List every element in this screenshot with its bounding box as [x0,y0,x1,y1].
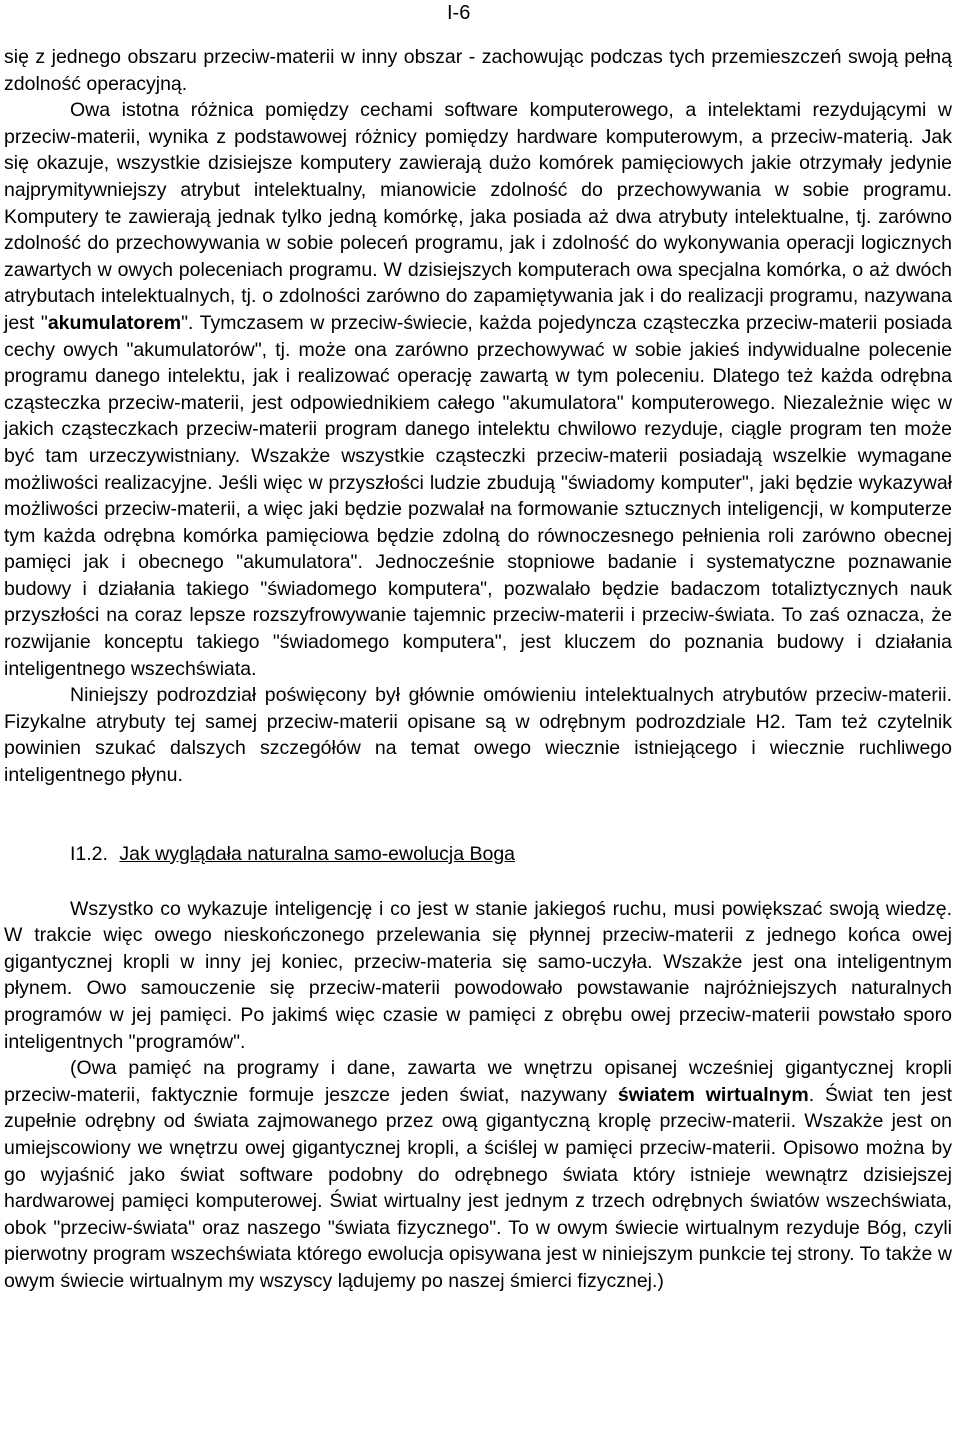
bold-term: światem wirtualnym [617,1083,809,1106]
intro-paragraphs [4,44,952,789]
paragraph [4,1055,952,1294]
section-paragraphs [4,896,952,1295]
section-number: I1.2. [70,842,108,865]
paragraph-text: ". Tymczasem w przeciw-świecie, każda pojedyncza cząsteczka przeciw-materii posiada cechy owych "akumulatorów", tj. może ona zarówno przechowywać w sobie jakieś indywidualne polecenie programu danego intelektu, jak i realizować operację zawartą w tym poleceniu. Dlatego też każda odrębna cząsteczka przeciw-materii, jest odpowiednikiem całego "akumulatora" komputerowego. Niezależnie więc w jakich cząsteczkach przeciw-materii program danego intelektu chwilowo rezyduje, ciągle program ten może być tam urzeczywistniany. Wszakże wszystkie cząsteczki przeciw-materii posiadają wszelkie wymagane możliwości realizacyjne. Jeśli więc w przyszłości ludzie zbudują "świadomy komputer", jaki będzie wykazywał możliwości przeciw-materii, a więc jaki będzie pozwalał na formowanie sztucznych inteligencji, w komputerze tym każda odrębna komórka pamięciowa będzie zdolną do równoczesnego pełnienia roli zarówno obecnej pamięci jak i obecnego "akumulatora". Jednocześnie stopniowe badanie i systematyczne poznawanie budowy i działania takiego "świadomego komputera", pozwalało będzie badaczom totaliztycznych nauk przyszłości na coraz lepsze rozszyfrowywanie tajemnic przeciw-materii i przeciw-świata. To zaś oznacza, że rozwijanie konceptu takiego "świadomego komputera", jest kluczem do poznania budowy i działania inteligentnego wszechświata. [4,311,953,680]
page-number: I-6 [447,2,471,24]
section-heading [4,841,952,868]
document-body [4,44,952,1295]
paragraph [4,97,952,682]
paragraph-text: się z jednego obszaru przeciw-materii w inny obszar - zachowując podczas tych przemieszczeń swoją pełną zdolność operacyjną. [4,46,952,95]
bold-term: akumulatorem [47,311,182,334]
paragraph-text: Owa istotna różnica pomiędzy cechami software komputerowego, a intelektami rezydującymi w przeciw-materii, wynika z podstawowej różnicy pomiędzy hardware komputerowym, a przeciw-materią. Jak się okazuje, wszystkie dzisiejsze komputery zawierają dużo komórek pamięciowych jakie otrzymały jedynie najprymitywniejszy atrybut intelektualny, mianowicie zdolność do przechowywania w sobie programu. Komputery te zawierają jednak tylko jedną komórkę, jaka posiada aż dwa atrybuty intelektualne, tj. zarówno zdolność do przechowywania w sobie poleceń programu, jak i zdolność do wykonywania operacji logicznych zawartych w owych poleceniach programu. W dzisiejszych komputerach owa specjalna komórka, o aż dwóch atrybutach intelektualnych, tj. o zdolności zarówno do zapamiętywania jak i do realizacji programu, nazywana jest " [4,99,952,334]
paragraph-text: Niniejszy podrozdział poświęcony był głównie omówieniu intelektualnych atrybutów przeciw-materii. Fizykalne atrybuty tej samej przeciw-materii opisane są w odrębnym podrozdziale H2. Tam też czytelnik powinien szukać dalszych szczegółów na temat owego wiecznie istniejącego i wiecznie ruchliwego inteligentnego płynu. [4,684,952,787]
paragraph [4,44,952,97]
paragraph-text: (Owa pamięć na programy i dane, zawarta we wnętrzu opisanej wcześniej gigantycznej kropli przeciw-materii, faktycznie formuje jeszcze jeden świat, nazywany [4,1057,952,1106]
paragraph-text: . Świat ten jest zupełnie odrębny od świata zajmowanego przez ową gigantyczną kroplę przeciw-materii. Wszakże jest on umiejscowiony we wnętrzu owej gigantycznej kropli, a ściślej w pamięci przeciw-materii. Opisowo można by go wyjaśnić jako świat software podobny do odrębnego świata który istnieje wewnątrz dzisiejszej hardwarowej pamięci komputerowej. Świat wirtualny jest jednym z trzech odrębnych światów wszechświata, obok "przeciw-świata" oraz naszego "świata fizycznego". To w owym świecie wirtualnym rezyduje Bóg, czyli pierwotny program wszechświata którego ewolucja opisywana jest w niniejszym punkcie tej strony. To także w owym świecie wirtualnym my wszyscy lądujemy po naszej śmierci fizycznej.) [4,1083,953,1292]
paragraph [4,682,952,788]
paragraph-text: Wszystko co wykazuje inteligencję i co jest w stanie jakiegoś ruchu, musi powiększać swoją wiedzę. W trakcie więc owego nieskończonego przelewania się płynnej przeciw-materii z jednego końca owej gigantycznej kropli w inny jej koniec, przeciw-materia się samo-uczyła. Wszakże jest ona inteligentnym płynem. Owo samouczenie się przeciw-materii powodowało powstawanie najróżniejszych naturalnych programów w jej pamięci. Po jakimś więc czasie w pamięci z obrębu owej przeciw-materii powstało sporo inteligentnych "programów". [4,897,952,1053]
section-title: Jak wyglądała naturalna samo-ewolucja Boga [119,842,516,865]
paragraph [4,896,952,1056]
